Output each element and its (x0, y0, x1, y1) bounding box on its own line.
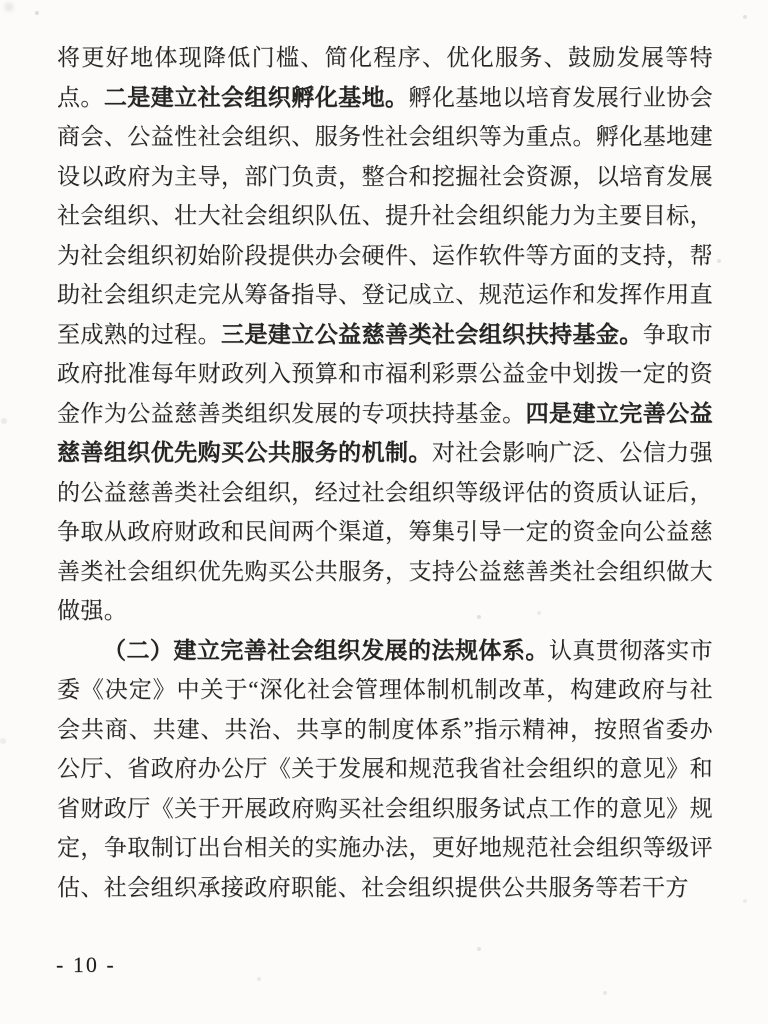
inline-heading: （二）建立完善社会组织发展的法规体系。 (103, 637, 549, 663)
text-run: 争取市政府批准每年财政列入预算和市福利彩票公益金中划拨一定的资金作为公益慈善类组织发展的专项扶持基金。 (57, 321, 714, 426)
inline-heading: 二是建立社会组织孵化基地。 (103, 84, 409, 110)
document-body (57, 38, 713, 907)
paragraph (57, 38, 713, 631)
page-number: - 10 - (56, 952, 116, 977)
text-run: 对社会影响广泛、公信力强的公益慈善类社会组织，经过社会组织等级评估的资质认证后，争取从政府财政和民间两个渠道，筹集引导一定的资金向公益慈善类社会组织优先购买公共服务，支持公益慈善类社会组织做大做强。 (57, 440, 713, 623)
inline-heading: 三是建立公益慈善类社会组织扶持基金。 (221, 321, 643, 347)
scan-noise (0, 0, 2, 2)
paragraph (57, 631, 713, 908)
text-run: 认真贯彻落实市委《决定》中关于“深化社会管理体制机制改革，构建政府与社会共商、共建、共治、共享的制度体系”指示精神，按照省委办公厅、省政府办公厅《关于发展和规范我省社会组织的意见》和省财政厅《关于开展政府购买社会组织服务试点工作的意见》规定，争取制订出台相关的实施办法，更好地规范社会组织等级评估、社会组织承接政府职能、社会组织提供公共服务等若干方 (57, 637, 713, 900)
text-run: 将更好地体现降低门槛、简化程序、优化服务、鼓励发展等特点。 (57, 45, 713, 110)
inline-heading: 四是建立完善公益慈善组织优先购买公共服务的机制。 (57, 400, 714, 465)
text-run: 孵化基地以培育发展行业协会商会、公益性社会组织、服务性社会组织等为重点。孵化基地建设以政府为主导，部门负责，整合和挖掘社会资源，以培育发展社会组织、壮大社会组织队伍、提升社会组织能力为主要目标，为社会组织初始阶段提供办会硬件、运作软件等方面的支持，帮助社会组织走完从筹备指导、登记成立、规范运作和发挥作用直至成熟的过程。 (57, 84, 713, 347)
